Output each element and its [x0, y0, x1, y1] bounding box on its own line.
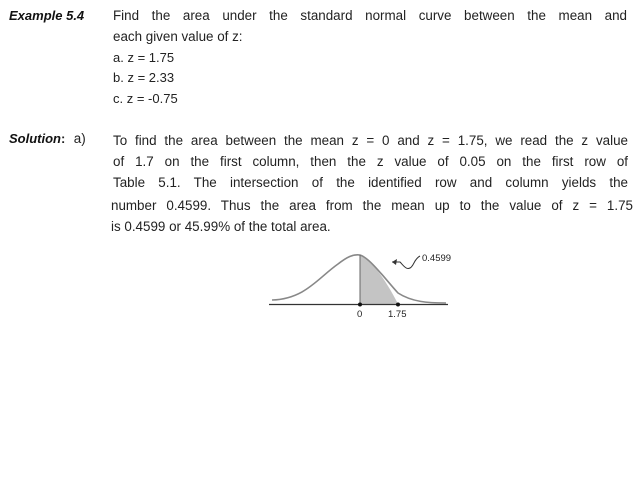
tick-label-175: 1.75	[388, 309, 407, 320]
example-question-line2: each given value of z:	[113, 29, 243, 44]
solution-line-5: is 0.4599 or 45.99% of the total area.	[111, 219, 331, 234]
solution-line-1: To find the area between the mean z = 0 and z = 1.75, we read the z value	[113, 133, 628, 148]
area-label: 0.4599	[422, 253, 452, 264]
example-item-a: a. z = 1.75	[113, 50, 175, 65]
solution-line-4: number 0.4599. Thus the area from the mean up to the value of z = 1.75	[111, 198, 633, 213]
normal-curve	[272, 255, 446, 303]
arrow-head	[392, 259, 397, 265]
solution-label: Solution	[9, 131, 61, 146]
tick-label-0: 0	[357, 309, 363, 320]
solution-part-label: a)	[73, 131, 86, 146]
solution-colon: :	[61, 131, 66, 146]
solution-line-2: of 1.7 on the first column, then the z value of 0.05 on the first row of	[113, 154, 628, 169]
example-item-c: c. z = -0.75	[113, 91, 178, 106]
solution-line-3: Table 5.1. The intersection of the identified row and column yields the	[113, 175, 628, 190]
mean-point	[358, 303, 362, 307]
example-item-b: b. z = 2.33	[113, 70, 175, 85]
example-label: Example 5.4	[9, 8, 85, 23]
example-question-line1: Find the area under the standard normal curve between the mean and	[113, 8, 627, 23]
z-point	[396, 303, 400, 307]
